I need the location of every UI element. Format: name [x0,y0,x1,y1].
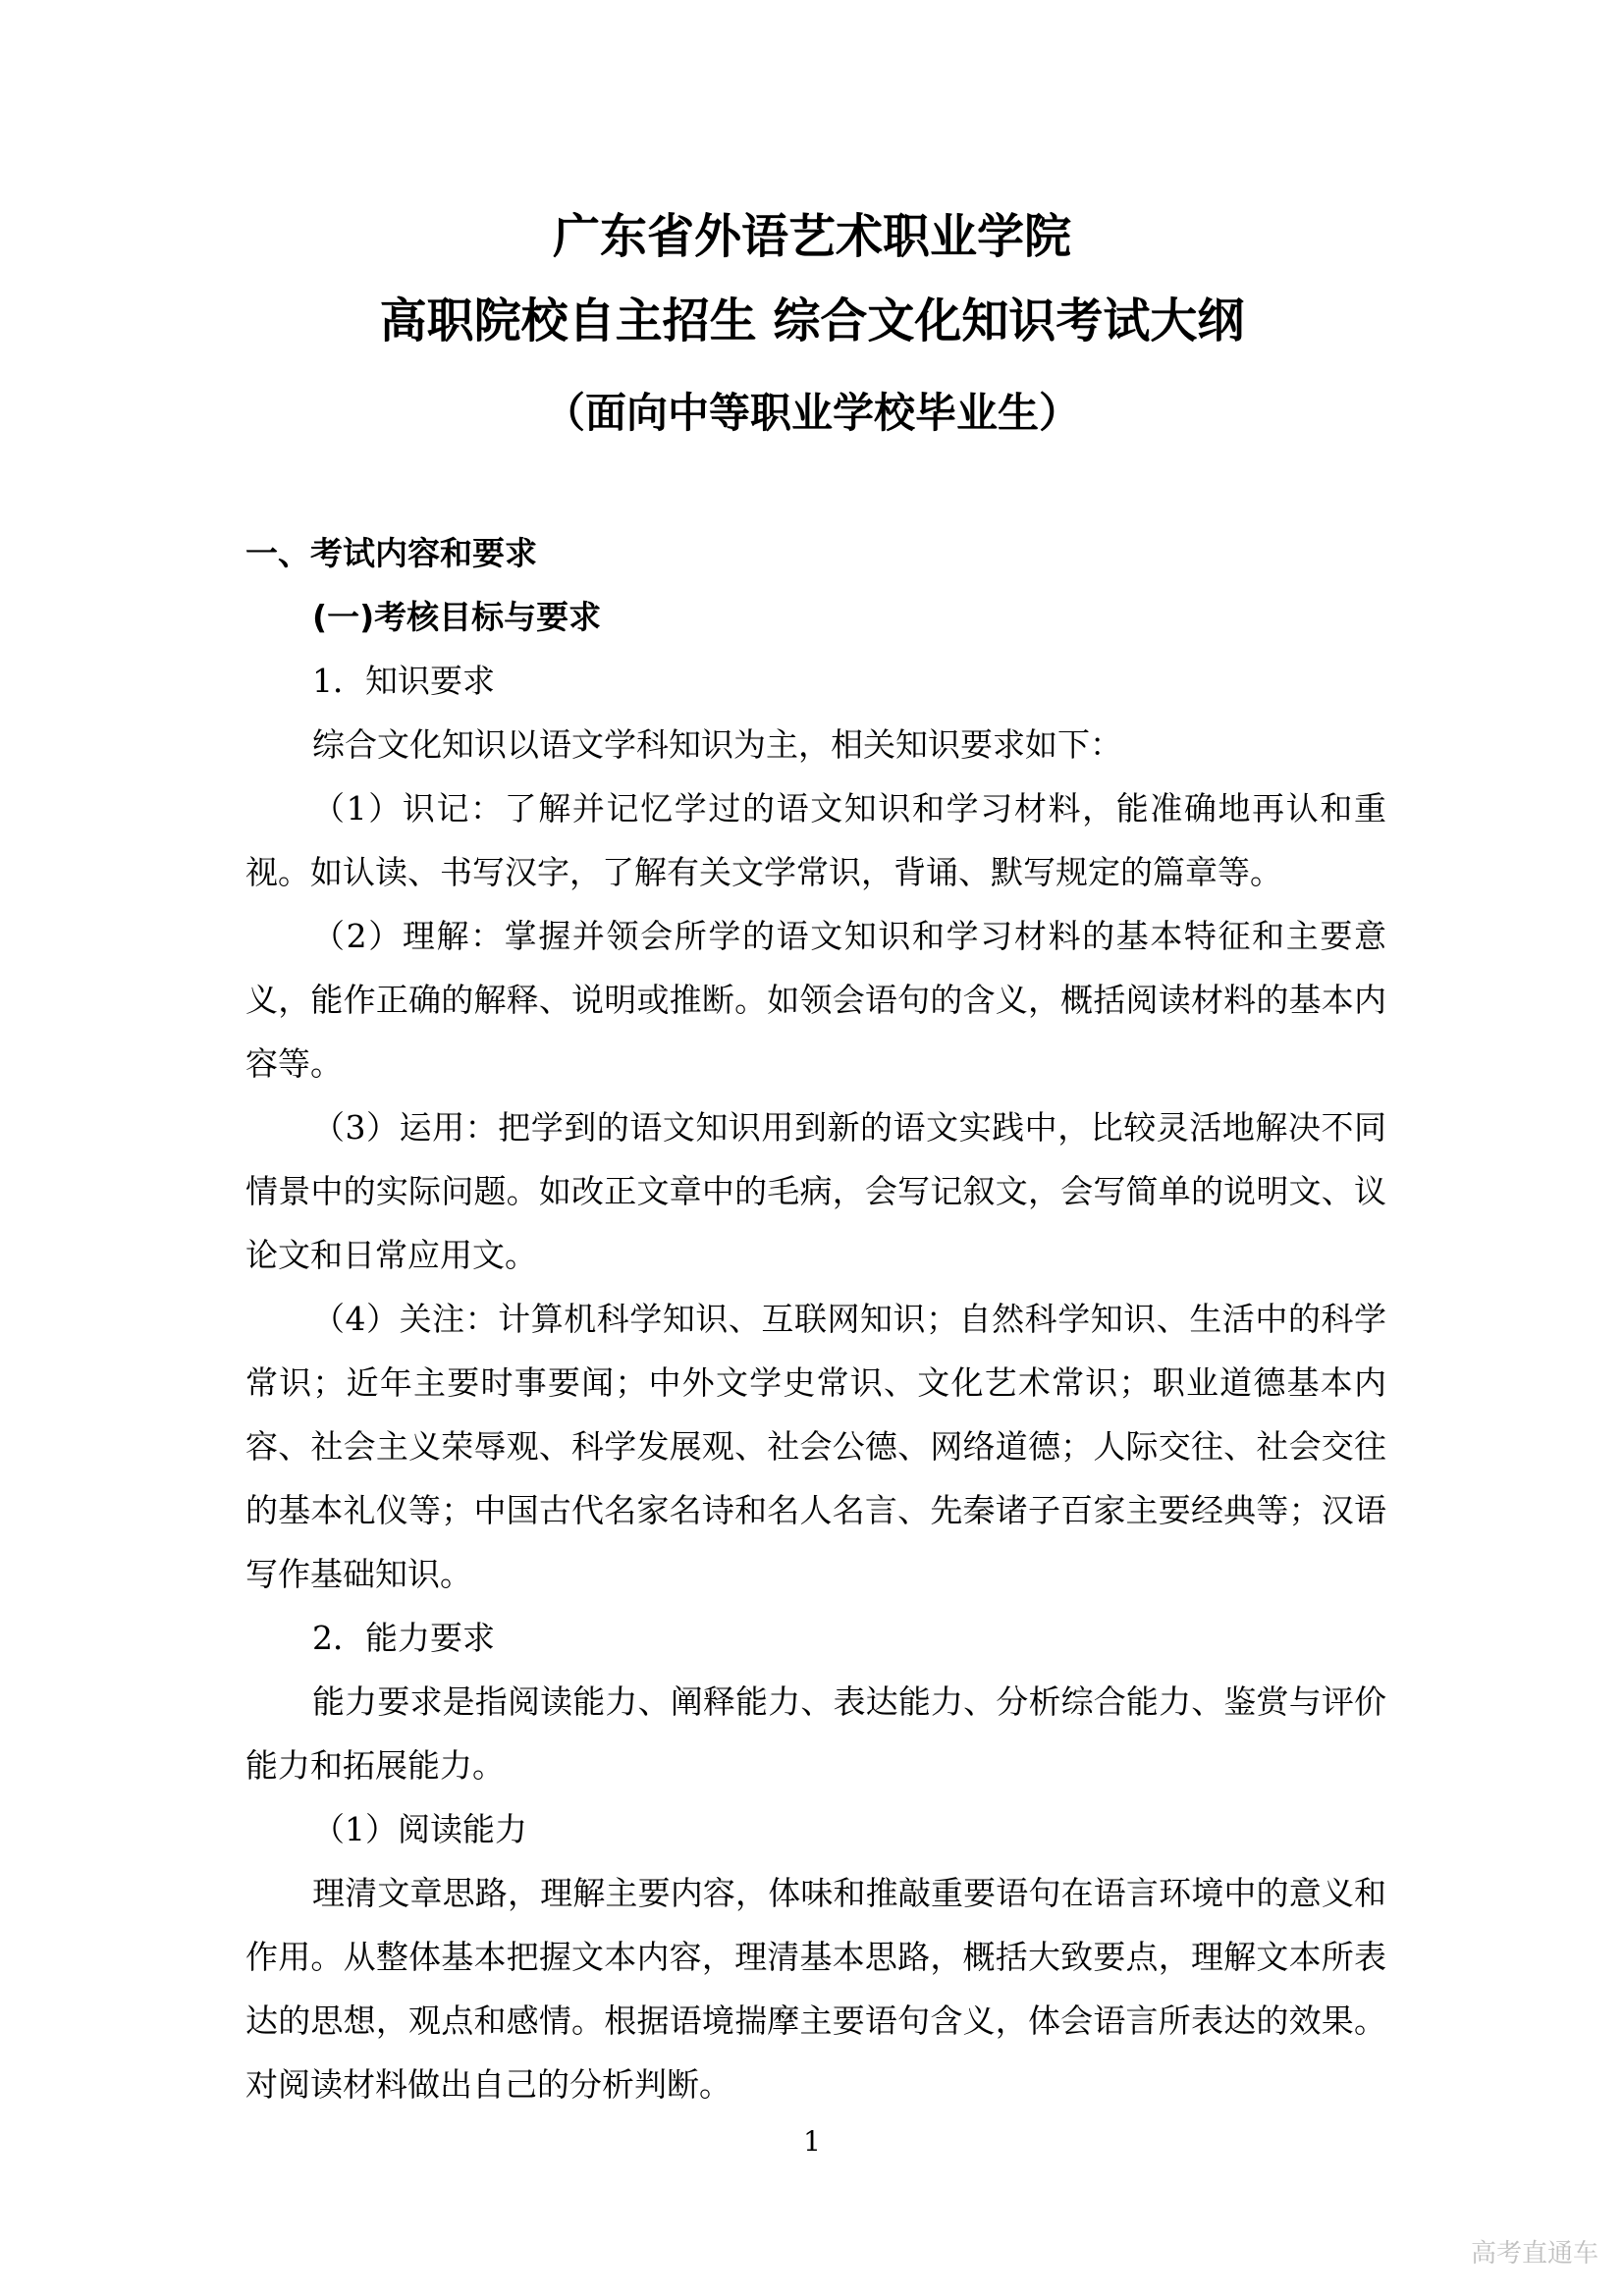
watermark-gaokao-express: 高考直通车 [1470,2239,1598,2269]
section-heading-exam-content: 一、考试内容和要求 [245,534,537,572]
item-heading-knowledge-req: 1．知识要求 [312,662,495,700]
subsection-heading-goals: (一)考核目标与要求 [312,598,602,636]
document-body [245,521,1386,2116]
document-title-line-2: 高职院校自主招生 综合文化知识考试大纲 [379,294,1245,348]
paragraph-ability-intro: 能力要求是指阅读能力、阐释能力、表达能力、分析综合能力、鉴赏与评价能力和拓展能力。 [245,1682,1386,1785]
paragraph-reading-ability-detail: 理清文章思路，理解主要内容，体味和推敲重要语句在语言环境中的意义和作用。从整体基本把握文本内容，理清基本思路，概括大致要点，理解文本所表达的思想，观点和感情。根据语境揣摩主要语句含义，体会语言所表达的效果。对阅读材料做出自己的分析判断。 [245,1874,1386,2104]
document-title-line-1: 广东省外语艺术职业学院 [552,209,1071,264]
paragraph-apply: （3）运用：把学到的语文知识用到新的语文实践中，比较灵活地解决不同情景中的实际问题。如改正文章中的毛病，会写记叙文，会写简单的说明文、议论文和日常应用文。 [245,1108,1386,1274]
paragraph-memorize: （1）识记：了解并记忆学过的语文知识和学习材料，能准确地再认和重视。如认读、书写汉字，了解有关文学常识，背诵、默写规定的篇章等。 [245,789,1386,891]
paragraph-reading-ability-label: （1）阅读能力 [312,1810,527,1848]
page-number: 1 [803,2125,821,2158]
paragraph-knowledge-intro: 综合文化知识以语文学科知识为主，相关知识要求如下： [312,725,1122,764]
paragraph-comprehend: （2）理解：掌握并领会所学的语文知识和学习材料的基本特征和主要意义，能作正确的解释、说明或推断。如领会语句的含义，概括阅读材料的基本内容等。 [245,917,1386,1083]
document-title-line-3: （面向中等职业学校毕业生） [543,389,1080,437]
paragraph-attention-scope: （4）关注：计算机科学知识、互联网知识；自然科学知识、生活中的科学常识；近年主要时事要闻；中外文学史常识、文化艺术常识；职业道德基本内容、社会主义荣辱观、科学发展观、社会公德、网络道德；人际交往、社会交往的基本礼仪等；中国古代名家名诗和名人名言、先秦诸子百家主要经典等；汉语写作基础知识。 [245,1300,1386,1593]
item-heading-ability-req: 2．能力要求 [312,1619,495,1657]
